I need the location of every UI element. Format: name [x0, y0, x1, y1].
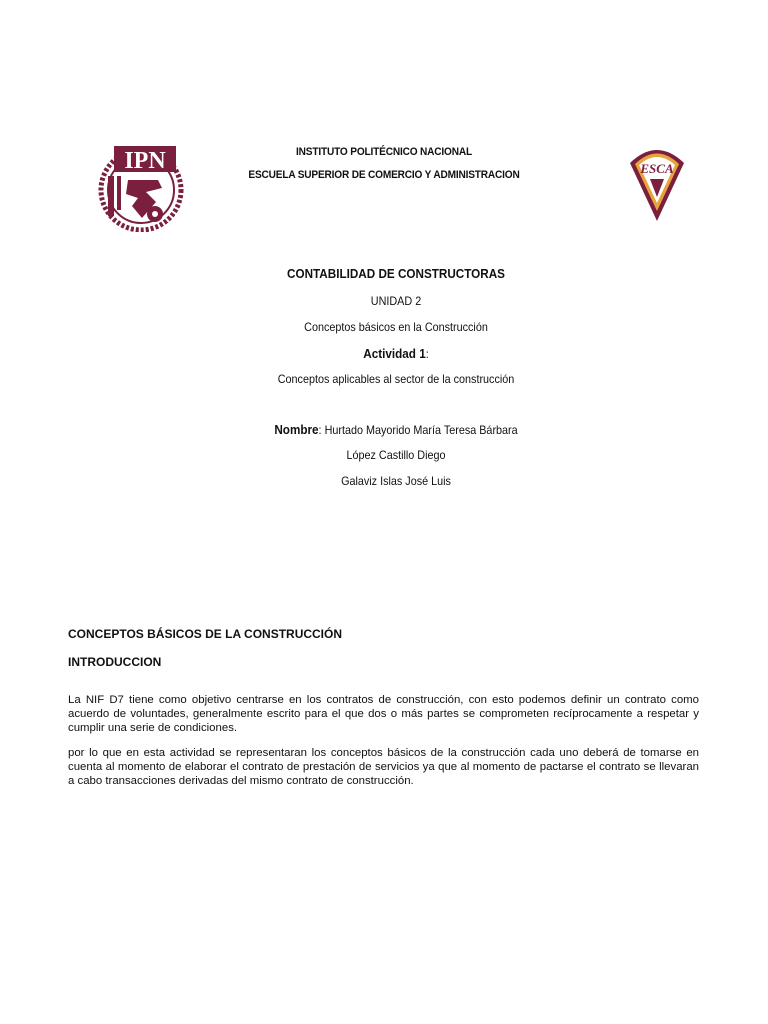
- body-paragraph: La NIF D7 tiene como objetivo centrarse en los contratos de construcción, con esto podemos definir un contrato como acuerdo de voluntades, generalmente escrito para el que dos o más partes se comprometen recíprocamente a respetar y cumplir una serie de condiciones.: [68, 694, 699, 735]
- member-name: López Castillo Diego: [346, 448, 446, 462]
- institute-name: INSTITUTO POLITÉCNICO NACIONAL: [296, 146, 472, 158]
- svg-text:IPN: IPN: [124, 148, 166, 174]
- topic-label: Conceptos básicos en la Construcción: [304, 320, 488, 334]
- body-paragraph: por lo que en esta actividad se representaran los conceptos básicos de la construcción cada uno deberá de tomarse en cuenta al momento de elaborar el contrato de prestación de servicios ya que al momento de pactarse el contrato se llevaran a cabo transacciones derivadas del mismo contrato de construcción.: [68, 747, 699, 788]
- activity-line: [40, 346, 753, 361]
- intro-heading: INTRODUCCION: [68, 655, 162, 669]
- name-separator: :: [318, 423, 325, 437]
- activity-title: Conceptos aplicables al sector de la construcción: [277, 372, 515, 386]
- subject-title: CONTABILIDAD DE CONSTRUCTORAS: [287, 266, 505, 281]
- activity-label: Actividad 1: [363, 346, 426, 361]
- section-heading: CONCEPTOS BÁSICOS DE LA CONSTRUCCIÓN: [68, 627, 343, 641]
- member-name: Hurtado Mayorido María Teresa Bárbara: [324, 423, 518, 437]
- unit-label: UNIDAD 2: [370, 294, 422, 308]
- school-name: ESCUELA SUPERIOR DE COMERCIO Y ADMINISTRACION: [248, 169, 520, 181]
- svg-text:ESCA: ESCA: [640, 161, 674, 176]
- member-name: Galaviz Islas José Luis: [341, 474, 451, 488]
- activity-suffix: :: [425, 347, 429, 361]
- name-label: Nombre: [274, 422, 319, 437]
- name-line: [40, 422, 753, 437]
